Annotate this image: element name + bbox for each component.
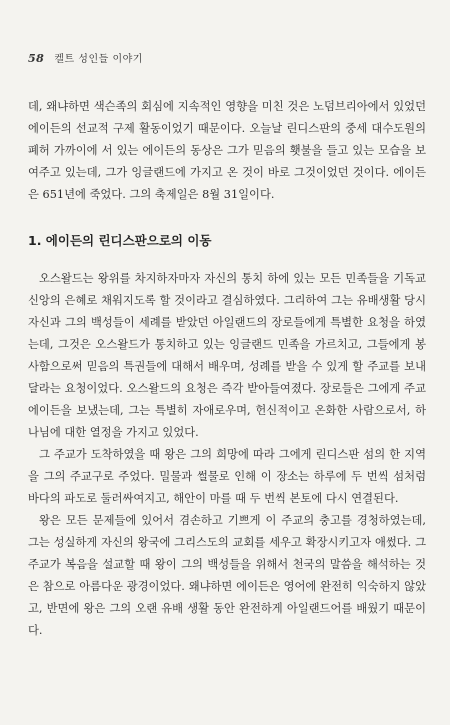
paragraph-1: 오스왈드는 왕위를 차지하자마자 자신의 통치 하에 있는 모든 민족들을 기독교 신앙의 은혜로 채워지도록 할 것이라고 결심하였다. 그리하여 그는 유배생활 당시 자신과 그의 백성들이 세례를 받았던 아일랜드의 장로들에게 특별한 요청을 하였는데, 그것은 오스왈드가 통치하고 있는 잉글랜드 민족을 가르치고, 그들에게 봉사함으로써 믿음의 특권들에 대해서 배우며, 성례를 받을 수 있게 할 주교를 보내달라는 요청이었다. 오스왈드의 요청은 즉각 받아들여졌다. 장로들은 그에게 주교 에이든을 보냈는데, 그는 특별히 자애로우며, 헌신적이고 온화한 사람으로서, 하나님에 대한 열정을 가지고 있었다.: [28, 272, 426, 439]
paragraph-3: 왕은 모든 문제들에 있어서 겸손하고 기쁘게 이 주교의 충고를 경청하였는데, 그는 성실하게 자신의 왕국에 그리스도의 교회를 세우고 확장시키고자 애썼다. 그 주교가 복음을 설교할 때 왕이 그의 백성들을 위해서 천국의 말씀을 해석하는 것은 참으로 아름다운 광경이었다. 왜냐하면 에이든은 영어에 완전히 익숙하지 않았고, 반면에 왕은 그의 오랜 유배 생활 동안 완전하게 아일랜드어를 배웠기 때문이다.: [28, 514, 426, 637]
paragraph-2: 그 주교가 도착하였을 때 왕은 그의 희망에 따라 그에게 린디스판 섬의 한 지역을 그의 주교구로 주었다. 밀물과 썰물로 인해 이 장소는 하루에 두 번씩 섬처럼 바다의 파도로 둘러싸여지고, 해안이 마를 때 두 번씩 본토에 다시 연결된다.: [28, 448, 426, 505]
page-number: 58: [28, 52, 45, 65]
body-text: [28, 96, 426, 642]
section-heading: 1. 에이든의 린디스판으로의 이동: [28, 233, 212, 248]
running-header: [28, 50, 143, 65]
book-title: 켈트 성인들 이야기: [54, 54, 143, 65]
intro-paragraph: 데, 왜냐하면 색슨족의 회심에 지속적인 영향을 미친 것은 노덤브리아에서 있었던 에이든의 선교적 구제 활동이었기 때문이다. 오늘날 린디스판의 중세 대수도원의 폐허 가까이에 서 있는 에이든의 동상은 그가 믿음의 횃불을 들고 있는 모습을 보여주고 있는데, 그가 잉글랜드에 가지고 온 것이 바로 그것이었던 것이다. 에이든은 651년에 죽었다. 그의 축제일은 8월 31일이다.: [28, 100, 426, 201]
